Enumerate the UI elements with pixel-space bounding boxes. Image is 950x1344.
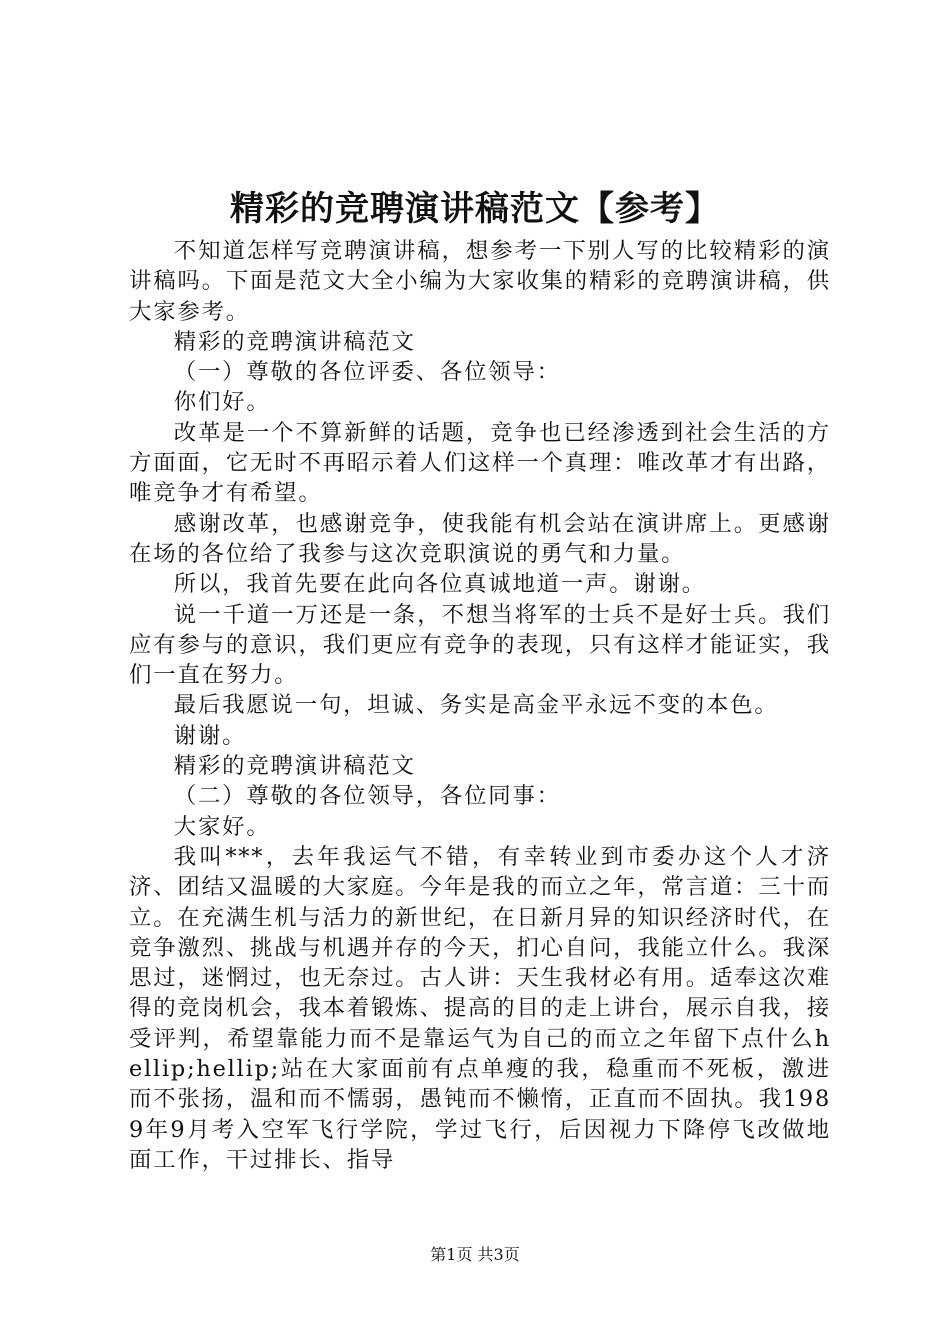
salutation-2: （二）尊敬的各位领导，各位同事：	[173, 783, 561, 810]
salutation-1: （一）尊敬的各位评委、各位领导：	[173, 359, 561, 386]
greeting-1: 你们好。	[173, 389, 271, 416]
body-paragraph: 最后我愿说一句，坦诚、务实是高金平永远不变的本色。	[173, 692, 779, 719]
body-paragraph: 所以，我首先要在此向各位真诚地道一声。谢谢。	[173, 571, 706, 598]
section-heading-2: 精彩的竞聘演讲稿范文	[173, 753, 416, 780]
page-footer: 第1页 共3页	[430, 1245, 520, 1264]
body-paragraph: 感谢改革，也感谢竞争，使我能有机会站在演讲席上。更感谢在场的各位给了我参与这次竞职演说的勇气和力量。	[129, 510, 831, 567]
document-body	[129, 236, 831, 1175]
body-paragraph: 改革是一个不算新鲜的话题，竞争也已经渗透到社会生活的方方面面，它无时不再昭示着人们这样一个真理：唯改革才有出路，唯竞争才有希望。	[129, 419, 831, 507]
closing-1: 谢谢。	[173, 722, 247, 749]
greeting-2: 大家好。	[173, 813, 271, 840]
body-paragraph: 我叫***，去年我运气不错，有幸转业到市委办这个人才济济、团结又温暖的大家庭。今年是我的而立之年，常言道：三十而立。在充满生机与活力的新世纪，在日新月异的知识经济时代，在竞争激烈、挑战与机遇并存的今天，扪心自问，我能立什么。我深思过，迷惘过，也无奈过。古人讲：天生我材必有用。适奉这次难得的竞岗机会，我本着锻炼、提高的目的走上讲台，展示自我，接受评判，希望靠能力而不是靠运气为自己的而立之年留下点什么hellip;hellip;站在大家面前有点单瘦的我，稳重而不死板，激进而不张扬，温和而不懦弱，愚钝而不懒惰，正直而不固执。我1989年9月考入空军飞行学院，学过飞行，后因视力下降停飞改做地面工作，干过排长、指导	[129, 843, 831, 1173]
section-heading-1: 精彩的竞聘演讲稿范文	[173, 328, 416, 355]
document-title: 精彩的竞聘演讲稿范文【参考】	[230, 189, 720, 229]
intro-paragraph: 不知道怎样写竞聘演讲稿，想参考一下别人写的比较精彩的演讲稿吗。下面是范文大全小编为大家收集的精彩的竞聘演讲稿，供大家参考。	[129, 238, 831, 325]
body-paragraph: 说一千道一万还是一条，不想当将军的士兵不是好士兵。我们应有参与的意识，我们更应有竞争的表现，只有这样才能证实，我们一直在努力。	[129, 601, 831, 689]
